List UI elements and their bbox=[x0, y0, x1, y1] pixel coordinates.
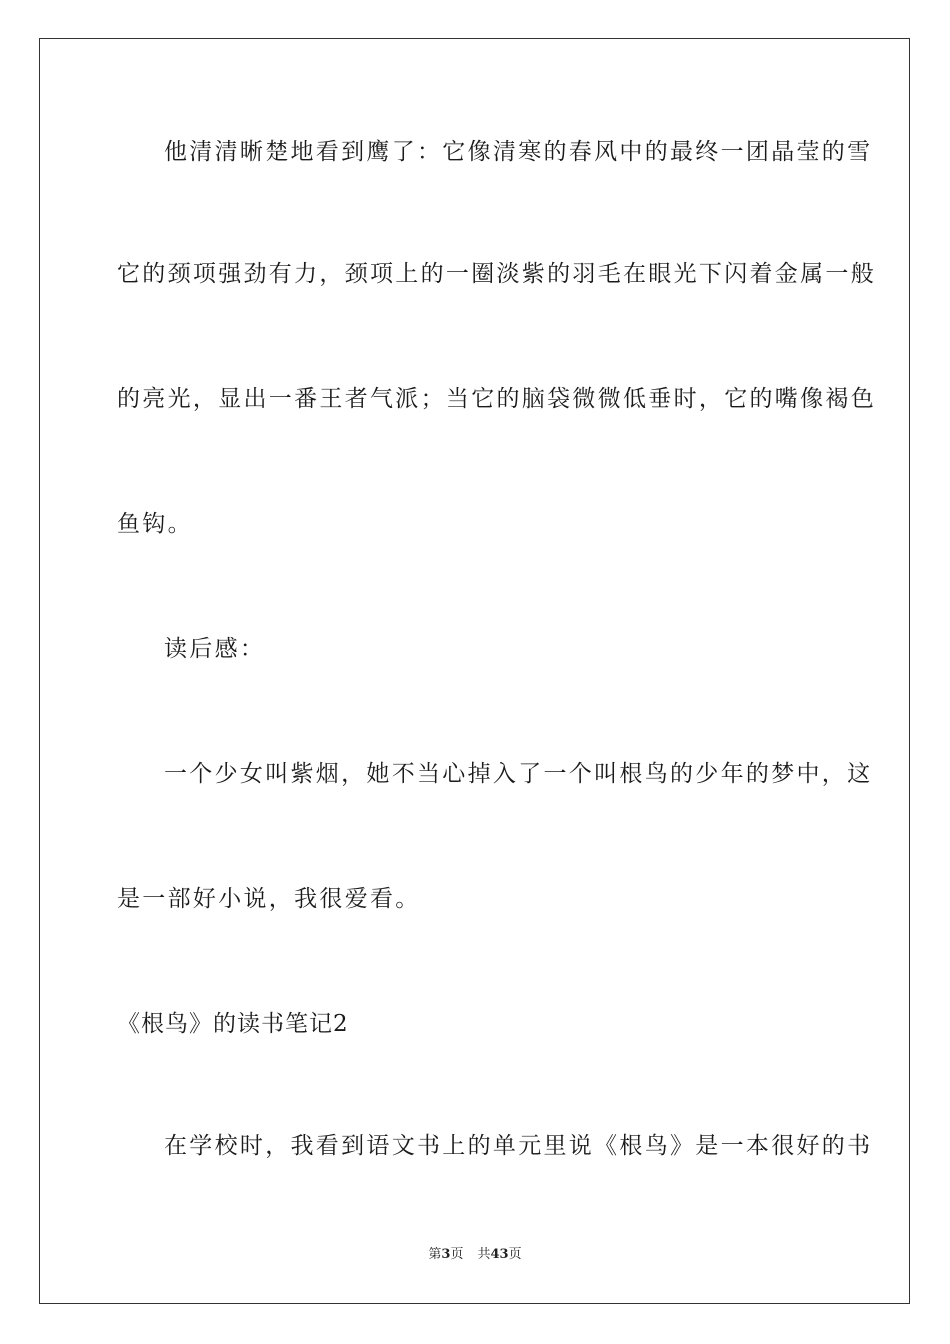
paragraph-line: 在学校时，我看到语文书上的单元里说《根鸟》是一本很好的书 bbox=[164, 1133, 873, 1159]
paragraph-line: 一个少女叫紫烟，她不当心掉入了一个叫根鸟的少年的梦中，这 bbox=[164, 761, 873, 787]
paragraph-line: 鱼钩。 bbox=[117, 511, 193, 537]
footer-total-prefix: 共 bbox=[477, 1247, 491, 1262]
paragraph-line: 读后感： bbox=[164, 636, 266, 662]
paragraph-line: 的亮光，显出一番王者气派；当它的脑袋微微低垂时，它的嘴像褐色 bbox=[117, 386, 876, 412]
page-border bbox=[39, 38, 910, 1304]
paragraph-line: 是一部好小说，我很爱看。 bbox=[117, 886, 421, 912]
footer-page-number: 3 bbox=[441, 1247, 451, 1262]
paragraph-line: 他清清晰楚地看到鹰了：它像清寒的春风中的最终一团晶莹的雪 bbox=[164, 139, 873, 165]
section-heading: 《根鸟》的读书笔记2 bbox=[117, 1011, 349, 1037]
footer-total-suffix: 页 bbox=[508, 1247, 522, 1262]
footer-total-pages: 43 bbox=[490, 1247, 509, 1262]
paragraph-line: 它的颈项强劲有力，颈项上的一圈淡紫的羽毛在眼光下闪着金属一般 bbox=[117, 261, 876, 287]
footer-page-prefix: 第 bbox=[428, 1247, 442, 1262]
page-footer bbox=[0, 1246, 950, 1264]
footer-page-suffix: 页 bbox=[450, 1247, 464, 1262]
